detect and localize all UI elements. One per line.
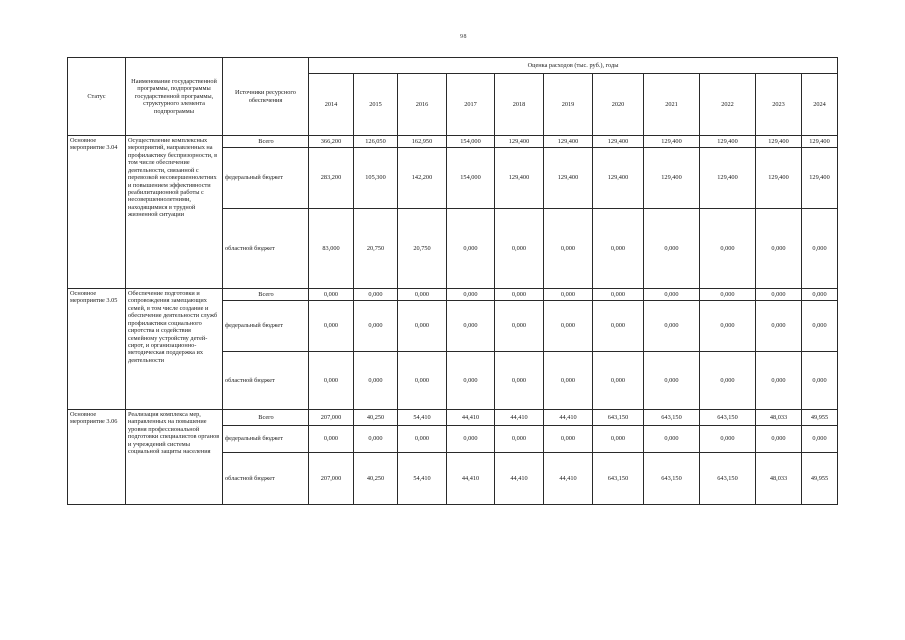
amount-cell: 44,410 [495,410,544,426]
amount-cell: 207,000 [309,410,354,426]
amount-cell: 0,000 [309,352,354,410]
amount-cell: 129,400 [700,148,756,209]
year-header: 2023 [756,74,802,136]
amount-cell: 129,400 [644,136,700,148]
amount-cell: 366,200 [309,136,354,148]
amount-cell: 20,750 [398,209,447,289]
amount-cell: 0,000 [495,301,544,352]
year-header: 2017 [447,74,495,136]
funding-source: федеральный бюджет [223,301,309,352]
amount-cell: 643,150 [700,453,756,505]
year-header: 2021 [644,74,700,136]
amount-cell: 0,000 [700,301,756,352]
amount-cell: 0,000 [398,289,447,301]
amount-cell: 129,400 [756,136,802,148]
year-header: 2015 [354,74,398,136]
amount-cell: 129,400 [593,148,644,209]
amount-cell: 0,000 [593,209,644,289]
amount-cell: 48,033 [756,410,802,426]
amount-cell: 44,410 [447,410,495,426]
amount-cell: 0,000 [802,289,838,301]
amount-cell: 0,000 [447,301,495,352]
amount-cell: 54,410 [398,453,447,505]
amount-cell: 154,000 [447,136,495,148]
amount-cell: 0,000 [544,426,593,453]
amount-cell: 0,000 [447,352,495,410]
year-header: 2019 [544,74,593,136]
table-row [68,289,838,301]
amount-cell: 40,250 [354,410,398,426]
amount-cell: 0,000 [644,426,700,453]
funding-source: областной бюджет [223,209,309,289]
amount-cell: 0,000 [447,209,495,289]
year-header: 2022 [700,74,756,136]
amount-cell: 0,000 [756,426,802,453]
amount-cell: 283,200 [309,148,354,209]
table-row [68,136,838,148]
amount-cell: 49,955 [802,410,838,426]
amount-cell: 0,000 [802,426,838,453]
amount-cell: 643,150 [593,453,644,505]
amount-cell: 0,000 [700,352,756,410]
amount-cell: 0,000 [544,209,593,289]
amount-cell: 643,150 [700,410,756,426]
amount-cell: 129,400 [544,148,593,209]
amount-cell: 142,200 [398,148,447,209]
amount-cell: 643,150 [644,410,700,426]
event-name: Реализация комплекса мер, направленных на повышение уровня профессиональной подготовки специалистов органов и учреждений системы социальной защиты населения [126,410,223,505]
amount-cell: 0,000 [354,301,398,352]
amount-cell: 0,000 [398,352,447,410]
funding-source: Всего [223,289,309,301]
amount-cell: 0,000 [495,209,544,289]
amount-cell: 0,000 [802,209,838,289]
year-header: 2018 [495,74,544,136]
amount-cell: 129,400 [700,136,756,148]
header-source: Источники ресурсного обеспечения [223,58,309,136]
amount-cell: 0,000 [700,209,756,289]
amount-cell: 0,000 [644,289,700,301]
amount-cell: 0,000 [644,352,700,410]
event-status: Основное мероприятие 3.06 [68,410,126,505]
amount-cell: 207,000 [309,453,354,505]
funding-source: Всего [223,410,309,426]
amount-cell: 0,000 [700,426,756,453]
amount-cell: 44,410 [495,453,544,505]
amount-cell: 0,000 [700,289,756,301]
funding-source: федеральный бюджет [223,148,309,209]
amount-cell: 54,410 [398,410,447,426]
amount-cell: 0,000 [593,301,644,352]
amount-cell: 129,400 [495,148,544,209]
amount-cell: 0,000 [309,426,354,453]
amount-cell: 0,000 [544,352,593,410]
amount-cell: 0,000 [593,352,644,410]
budget-body [68,136,838,505]
amount-cell: 0,000 [495,426,544,453]
amount-cell: 643,150 [644,453,700,505]
event-status: Основное мероприятие 3.04 [68,136,126,289]
amount-cell: 643,150 [593,410,644,426]
amount-cell: 0,000 [644,209,700,289]
amount-cell: 0,000 [756,209,802,289]
amount-cell: 0,000 [756,352,802,410]
amount-cell: 20,750 [354,209,398,289]
amount-cell: 40,250 [354,453,398,505]
amount-cell: 0,000 [644,301,700,352]
amount-cell: 49,955 [802,453,838,505]
amount-cell: 0,000 [544,301,593,352]
table-row [68,410,838,426]
funding-source: Всего [223,136,309,148]
amount-cell: 83,000 [309,209,354,289]
amount-cell: 0,000 [447,289,495,301]
amount-cell: 105,300 [354,148,398,209]
amount-cell: 0,000 [398,426,447,453]
amount-cell: 0,000 [354,426,398,453]
amount-cell: 129,400 [544,136,593,148]
event-status: Основное мероприятие 3.05 [68,289,126,410]
funding-source: федеральный бюджет [223,426,309,453]
amount-cell: 129,400 [756,148,802,209]
amount-cell: 129,400 [802,148,838,209]
amount-cell: 48,033 [756,453,802,505]
amount-cell: 44,410 [544,410,593,426]
event-name: Осуществление комплексных мероприятий, направленных на профилактику беспризорности, в том числе обеспечение деятельности, связанной с перевозкой несовершеннолетних и повышением эффективности реабилитационной работы с несовершеннолетними, находящимися в трудной жизненной ситуации [126,136,223,289]
amount-cell: 126,050 [354,136,398,148]
budget-table [67,57,838,505]
amount-cell: 0,000 [354,289,398,301]
event-name: Обеспечение подготовки и сопровождения замещающих семей, в том числе создание и обеспечение деятельности служб профилактики социального сиротства и содействия семейному устройству детей-сирот, и организационно-методическая поддержка их деятельности [126,289,223,410]
amount-cell: 0,000 [495,289,544,301]
amount-cell: 0,000 [756,301,802,352]
year-header: 2016 [398,74,447,136]
amount-cell: 0,000 [544,289,593,301]
funding-source: областной бюджет [223,453,309,505]
amount-cell: 129,400 [495,136,544,148]
amount-cell: 129,400 [644,148,700,209]
amount-cell: 0,000 [309,301,354,352]
amount-cell: 129,400 [593,136,644,148]
amount-cell: 0,000 [756,289,802,301]
header-name: Наименование государственной программы, подпрограммы государственной программы, структурного элемента подпрограммы [126,58,223,136]
header-estimate: Оценка расходов (тыс. руб.), годы [309,58,838,74]
amount-cell: 0,000 [309,289,354,301]
amount-cell: 0,000 [593,289,644,301]
amount-cell: 0,000 [354,352,398,410]
year-header: 2014 [309,74,354,136]
year-header: 2024 [802,74,838,136]
amount-cell: 129,400 [802,136,838,148]
year-header: 2020 [593,74,644,136]
amount-cell: 0,000 [802,352,838,410]
header-status: Статус [68,58,126,136]
amount-cell: 0,000 [447,426,495,453]
amount-cell: 0,000 [398,301,447,352]
page-number: 98 [460,34,467,40]
amount-cell: 162,950 [398,136,447,148]
amount-cell: 44,410 [447,453,495,505]
amount-cell: 44,410 [544,453,593,505]
amount-cell: 154,000 [447,148,495,209]
amount-cell: 0,000 [495,352,544,410]
funding-source: областной бюджет [223,352,309,410]
amount-cell: 0,000 [802,301,838,352]
amount-cell: 0,000 [593,426,644,453]
